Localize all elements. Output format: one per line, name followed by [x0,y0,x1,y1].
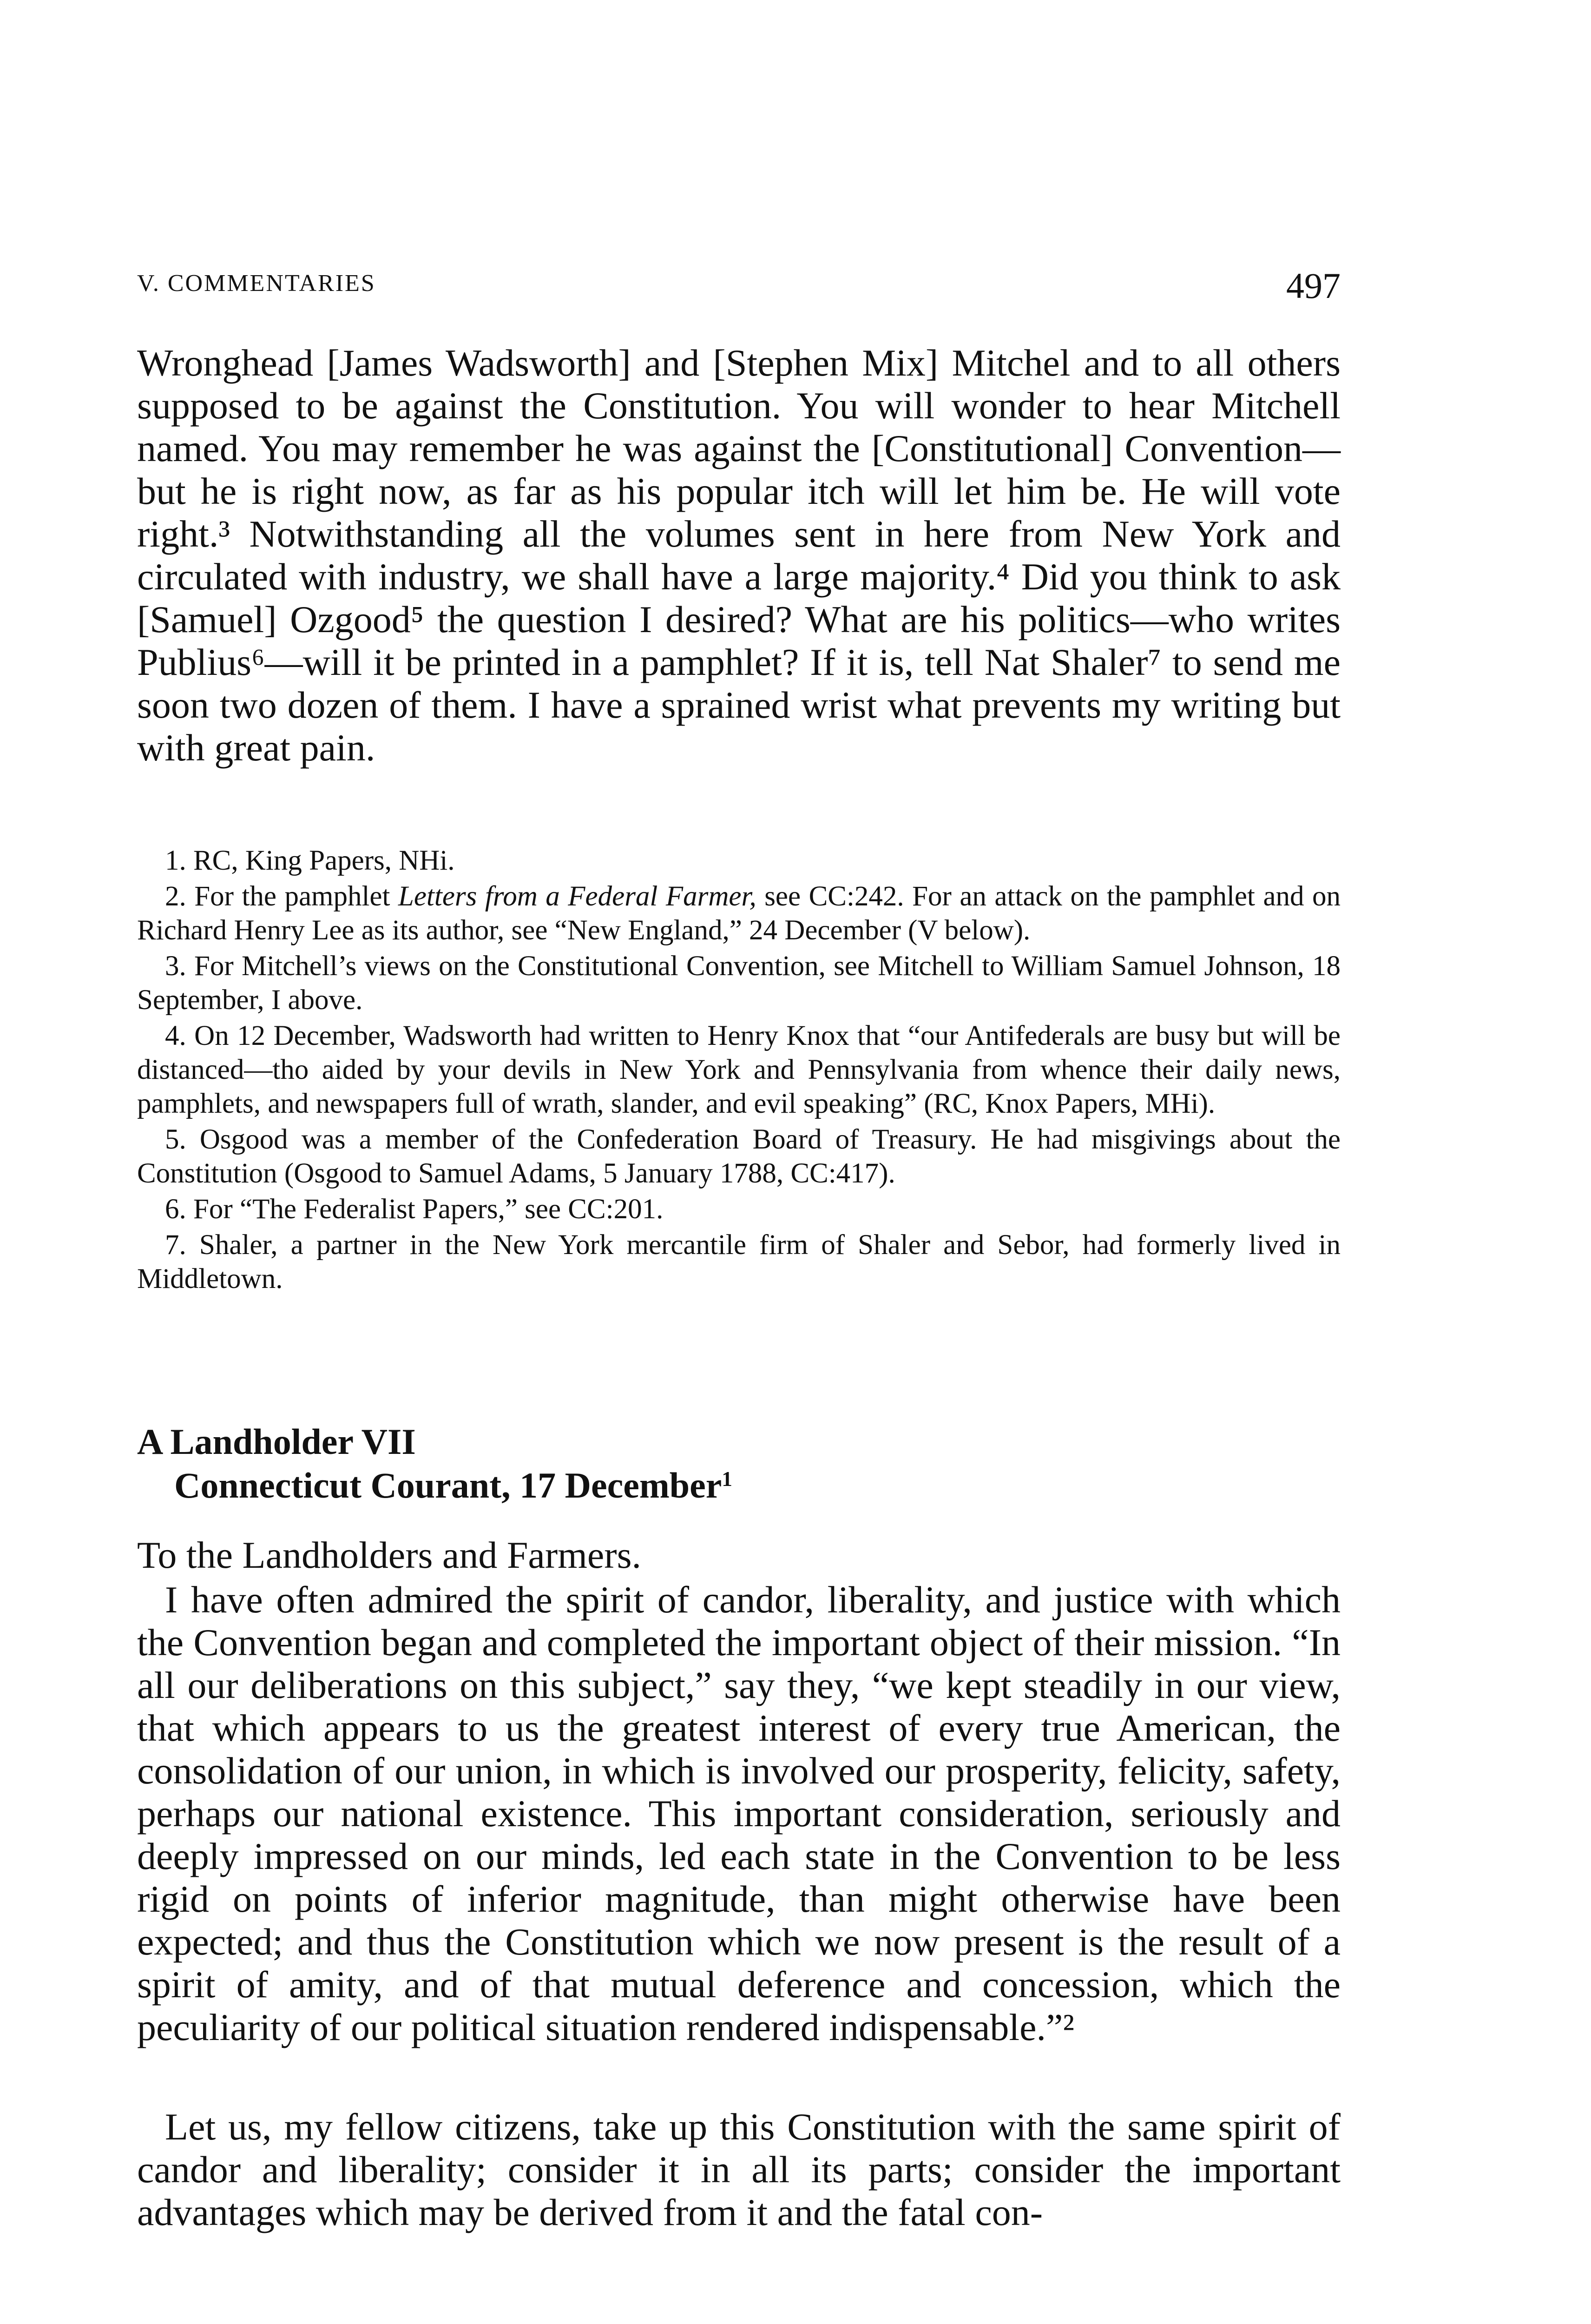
salutation: To the Landholders and Farmers. [137,1534,642,1576]
footnote-2-lead: 2. For the pamphlet [165,881,398,912]
footnote-4: 4. On 12 December, Wadsworth had written to Henry Knox that “our Antifederals are busy but will be distanced—tho aided by your devils in New York and Pennsylvania from whence their daily news, pamphlets, and newspapers full of wrath, slander, and evil speaking” (RC, Knox Papers, MHi). [137,1020,1341,1119]
section-title: V. COMMENTARIES [137,270,376,297]
document-subtitle [137,1464,1341,1507]
footnote-2-rest: see CC:242. For an attack on the pamphlet and on Richard Henry Lee as its author, see “New England,” 24 December (V below). [137,881,1341,946]
landholder-paragraph-1: I have often admired the spirit of candor, liberality, and justice with which the Convention began and completed the important object of their mission. “In all our deliberations on this subject,” say they, “we kept steadily in our view, that which appears to us the greatest interest of every true American, the consolidation of our union, in which is involved our prosperity, felicity, safety, perhaps our national existence. This important consideration, seriously and deeply impressed on our minds, led each state in the Convention to be less rigid on points of inferior magnitude, than might otherwise have been expected; and thus the Constitution which we now present is the result of a spirit of amity, and of that mutual deference and concession, which the peculiarity of our political situation rendered indispensable.”² [137,1578,1341,2048]
running-head [137,265,1341,307]
document-heading [137,1420,1341,1507]
footnotes [137,844,1341,1298]
footnote-5: 5. Osgood was a member of the Confederation Board of Treasury. He had misgivings about the Constitution (Osgood to Samuel Adams, 5 January 1788, CC:417). [137,1124,1341,1189]
footnote-2 [137,879,1341,947]
footnote-1: 1. RC, King Papers, NHi. [165,845,455,876]
footnote-6: 6. For “The Federalist Papers,” see CC:201. [165,1194,664,1225]
page-number: 497 [1286,265,1341,306]
letter-continuation [137,342,1341,769]
footnote-2-title: Letters from a Federal Farmer, [398,881,756,912]
landholder-paragraph-2: Let us, my fellow citizens, take up this Constitution with the same spirit of candor and liberality; consider it in all its parts; consider the important advantages which may be derived from it and the fatal con- [137,2106,1341,2233]
document-title: A Landholder VII [137,1421,416,1462]
letter-paragraph: Wronghead [James Wadsworth] and [Stephen Mix] Mitchel and to all others supposed to be against the Constitution. You will wonder to hear Mitchell named. You may remember he was against the [Constitutional] Convention—but he is right now, as far as his popular itch will let him be. He will vote right.³ Notwithstanding all the volumes sent in here from New York and circulated with industry, we shall have a large majority.⁴ Did you think to ask [Samuel] Ozgood⁵ the question I desired? What are his politics—who writes Publius⁶—will it be printed in a pamphlet? If it is, tell Nat Shaler⁷ to send me soon two dozen of them. I have a sprained wrist what prevents my writing but with great pain. [137,342,1341,769]
landholder-text-continued [137,2106,1341,2234]
subtitle-footnote-marker: 1 [722,1467,733,1491]
landholder-text [137,1534,1341,2049]
footnote-3: 3. For Mitchell’s views on the Constitutional Convention, see Mitchell to William Samuel Johnson, 18 September, I above. [137,951,1341,1016]
footnote-7: 7. Shaler, a partner in the New York mercantile firm of Shaler and Sebor, had formerly lived in Middletown. [137,1229,1341,1294]
document-subtitle-text: Connecticut Courant, 17 December [174,1465,722,1505]
